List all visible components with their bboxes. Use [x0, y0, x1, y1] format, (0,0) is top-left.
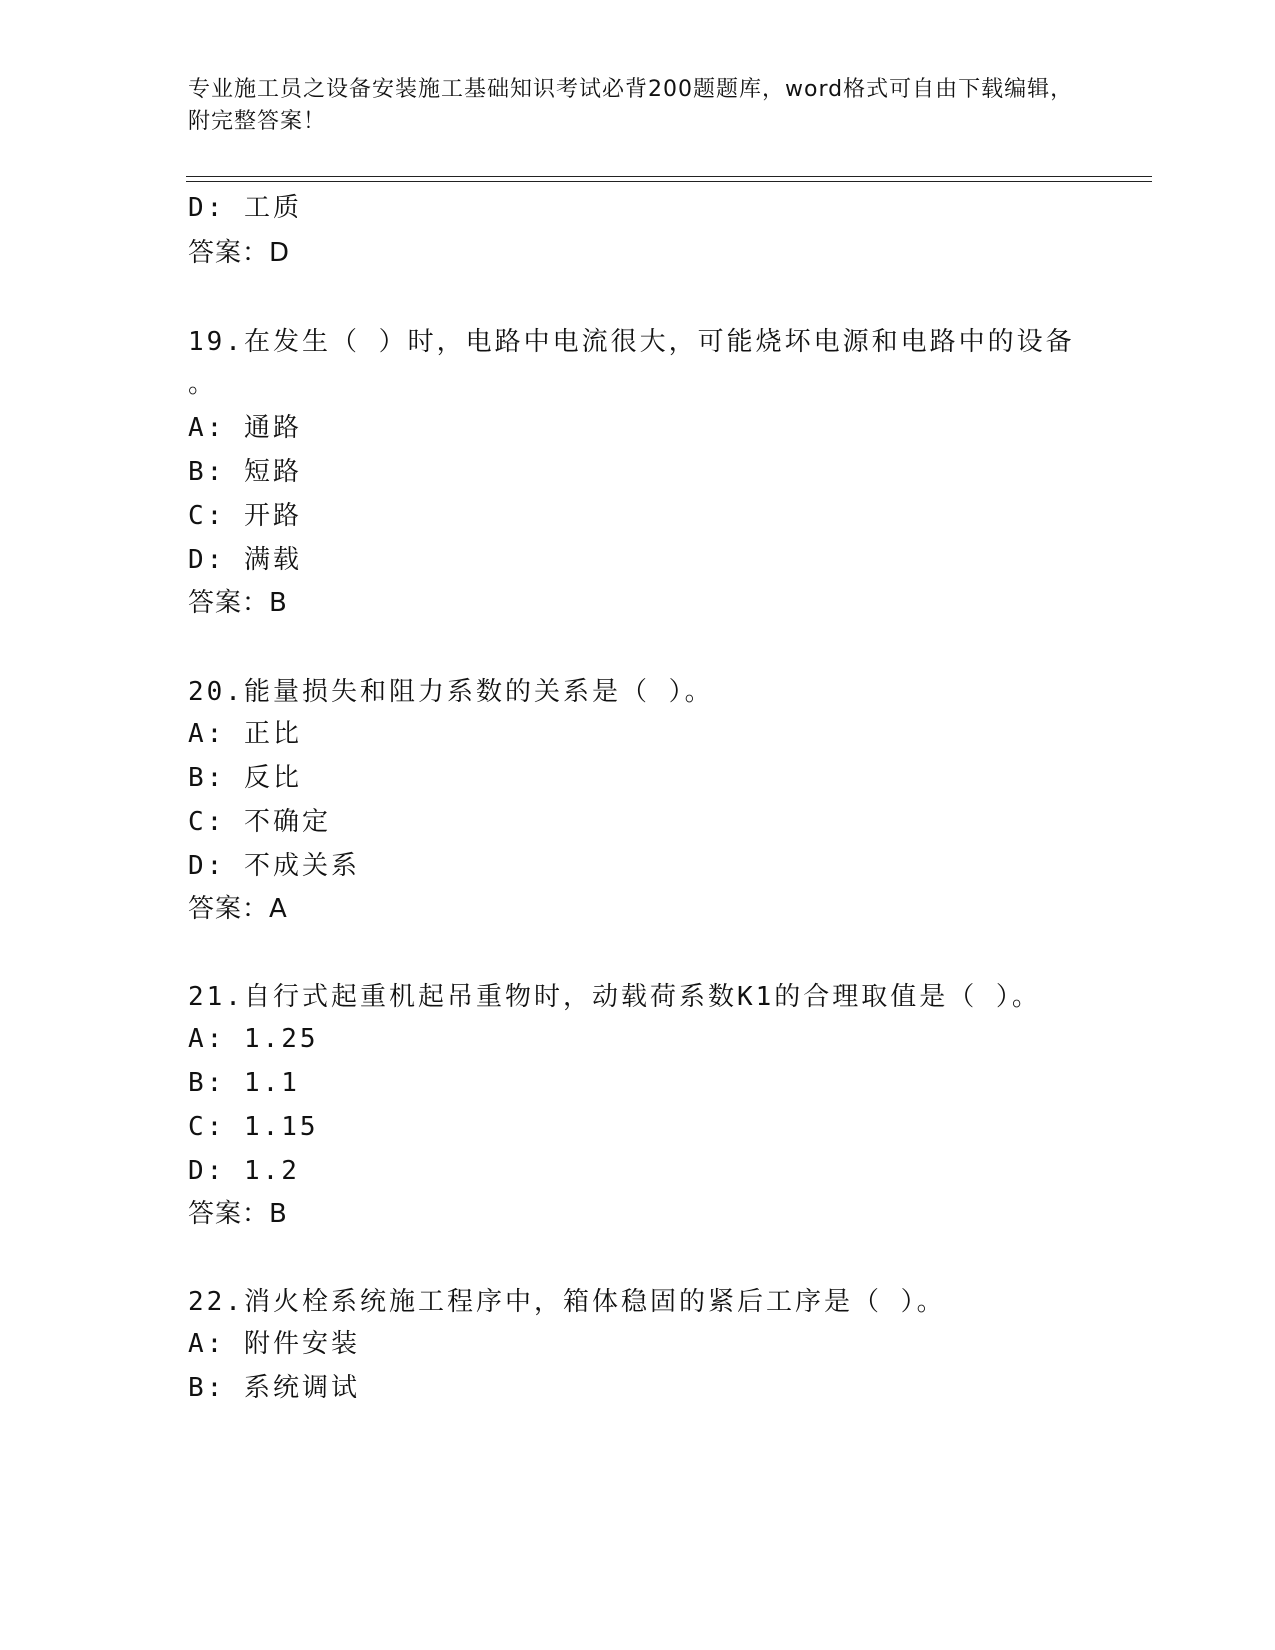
- q19-stem-line1: 19.在发生（ ）时，电路中电流很大，可能烧坏电源和电路中的设备: [188, 327, 1075, 357]
- q19-stem-line2: 。: [188, 369, 218, 399]
- q20-option-d: D: 不成关系: [188, 851, 360, 881]
- q18-answer: 答案：D: [188, 238, 291, 268]
- q21-option-a: A: 1.25: [188, 1024, 319, 1054]
- header-rule-bottom: [186, 181, 1152, 182]
- q19-option-d: D: 满载: [188, 545, 302, 575]
- q22-stem: 22.消火栓系统施工程序中，箱体稳固的紧后工序是（ ）。: [188, 1287, 946, 1317]
- header-rule-top: [186, 176, 1152, 177]
- q20-option-b: B: 反比: [188, 763, 302, 793]
- q21-answer: 答案：B: [188, 1199, 288, 1229]
- q19-answer: 答案：B: [188, 588, 288, 618]
- q20-answer: 答案：A: [188, 894, 288, 924]
- q22-option-a: A: 附件安装: [188, 1329, 360, 1359]
- q20-option-a: A: 正比: [188, 719, 302, 749]
- q20-stem: 20.能量损失和阻力系数的关系是（ ）。: [188, 677, 714, 707]
- q21-stem: 21.自行式起重机起吊重物时，动载荷系数K1的合理取值是（ ）。: [188, 982, 1041, 1012]
- q20-option-c: C: 不确定: [188, 807, 331, 837]
- q19-option-c: C: 开路: [188, 501, 302, 531]
- q19-option-b: B: 短路: [188, 457, 302, 487]
- q18-option-d: D: 工质: [188, 193, 302, 223]
- q21-option-d: D: 1.2: [188, 1156, 300, 1186]
- q21-option-c: C: 1.15: [188, 1112, 319, 1142]
- q21-option-b: B: 1.1: [188, 1068, 300, 1098]
- q19-option-a: A: 通路: [188, 413, 302, 443]
- q22-option-b: B: 系统调试: [188, 1373, 360, 1403]
- document-header: 专业施工员之设备安装施工基础知识考试必背200题题库，word格式可自由下载编辑，附完整答案！: [188, 77, 1074, 134]
